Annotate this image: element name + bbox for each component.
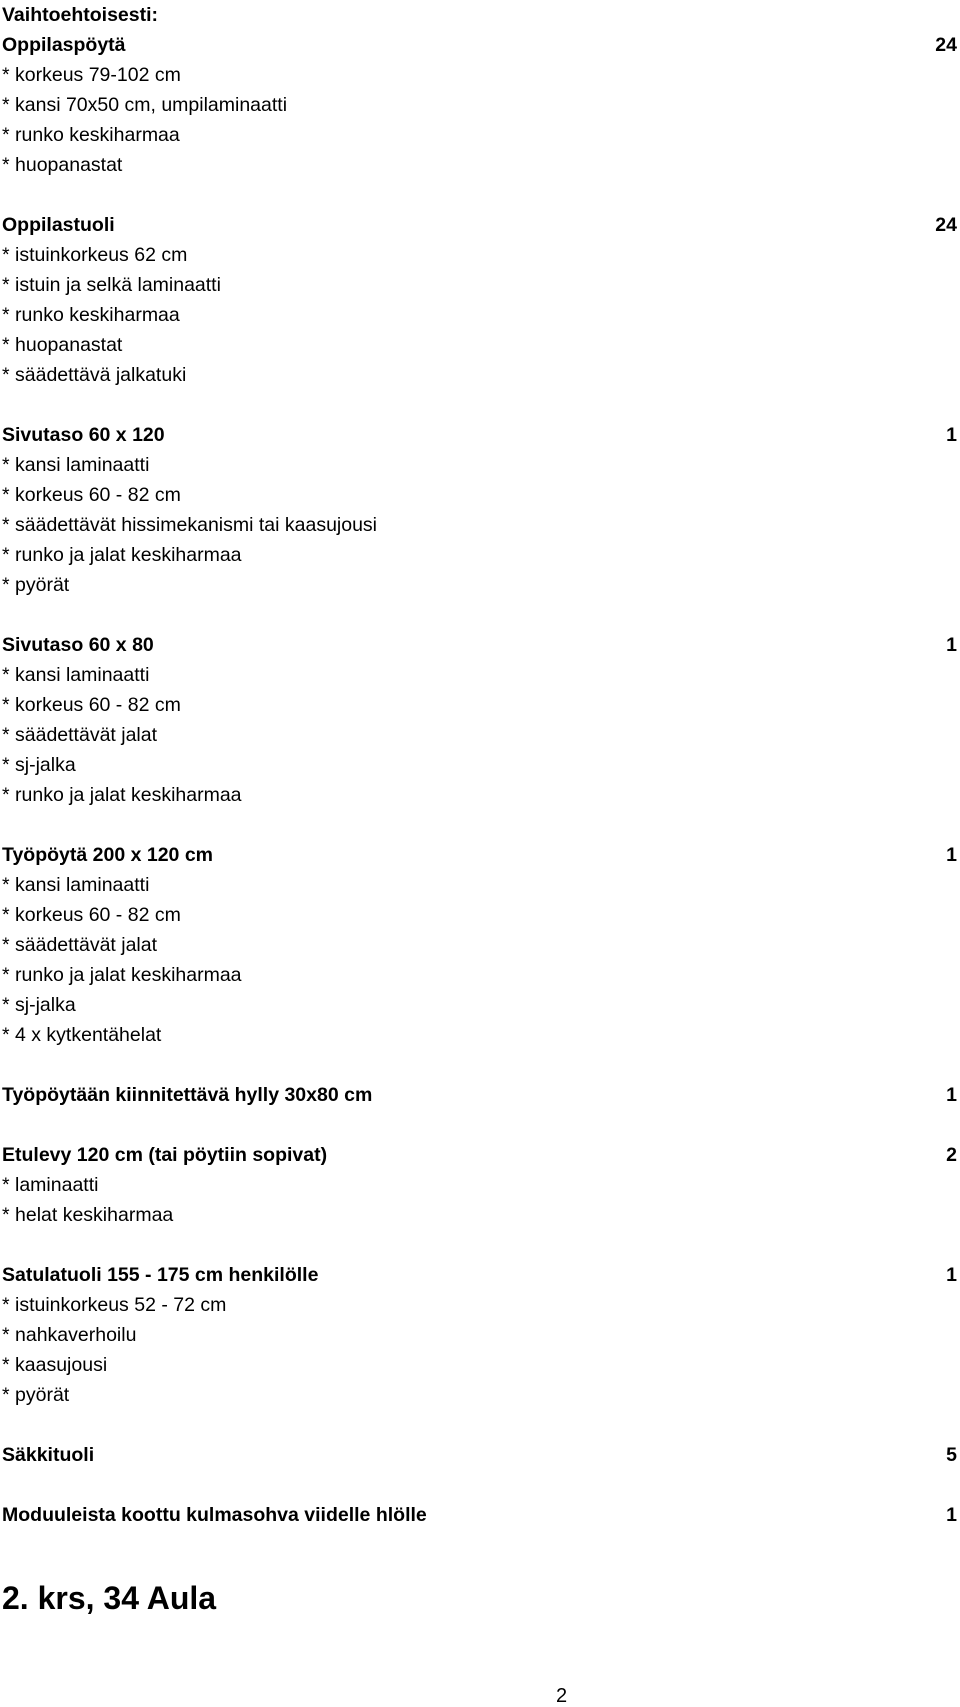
spacer xyxy=(2,1230,957,1260)
item-detail: * korkeus 60 - 82 cm xyxy=(2,904,181,926)
item-detail: * pyörät xyxy=(2,574,70,596)
item-title-row xyxy=(2,1500,957,1530)
item-detail: * säädettävät jalat xyxy=(2,724,158,746)
item-detail: * kansi laminaatti xyxy=(2,874,150,896)
item-detail: * kansi laminaatti xyxy=(2,454,150,476)
item-title-row xyxy=(2,1140,957,1170)
page-number: 2 xyxy=(556,1685,568,1707)
item-name: Oppilastuoli xyxy=(2,214,115,236)
item-title-row xyxy=(2,210,957,240)
item-title-row xyxy=(2,1260,957,1290)
item-quantity: 1 xyxy=(946,634,957,656)
spacer xyxy=(2,1050,957,1080)
item-quantity: 24 xyxy=(935,214,957,236)
spacer xyxy=(2,180,957,210)
spacer xyxy=(2,1410,957,1440)
spacer xyxy=(2,1110,957,1140)
item-detail: * runko ja jalat keskiharmaa xyxy=(2,784,242,806)
item-detail: * sj-jalka xyxy=(2,994,76,1016)
document-body xyxy=(2,0,957,1530)
item-detail: * säädettävä jalkatuki xyxy=(2,364,187,386)
item-name: Sivutaso 60 x 80 xyxy=(2,634,154,656)
item-detail: * runko keskiharmaa xyxy=(2,304,180,326)
item-title-row xyxy=(2,840,957,870)
item-detail: * huopanastat xyxy=(2,334,123,356)
item-name: Työpöytä 200 x 120 cm xyxy=(2,844,213,866)
item-quantity: 1 xyxy=(946,424,957,446)
item-name: Säkkituoli xyxy=(2,1444,95,1466)
spacer xyxy=(2,390,957,420)
item-name: Työpöytään kiinnitettävä hylly 30x80 cm xyxy=(2,1084,373,1106)
item-detail: * runko keskiharmaa xyxy=(2,124,180,146)
item-detail: * korkeus 79-102 cm xyxy=(2,64,181,86)
item-detail: * helat keskiharmaa xyxy=(2,1204,174,1226)
spacer xyxy=(2,1470,957,1500)
item-detail: * korkeus 60 - 82 cm xyxy=(2,694,181,716)
item-detail: * pyörät xyxy=(2,1384,70,1406)
item-name: Oppilaspöytä xyxy=(2,34,126,56)
item-quantity: 1 xyxy=(946,1264,957,1286)
spacer xyxy=(2,600,957,630)
item-detail: * kansi laminaatti xyxy=(2,664,150,686)
item-detail: * säädettävät hissimekanismi tai kaasujousi xyxy=(2,514,378,536)
item-title-row xyxy=(2,30,957,60)
item-detail: * istuinkorkeus 62 cm xyxy=(2,244,188,266)
item-detail: * säädettävät jalat xyxy=(2,934,158,956)
item-quantity: 1 xyxy=(946,1084,957,1106)
item-title-row xyxy=(2,1080,957,1110)
intro-heading: Vaihtoehtoisesti: xyxy=(2,4,159,26)
item-quantity: 5 xyxy=(946,1444,957,1466)
item-detail: * runko ja jalat keskiharmaa xyxy=(2,544,242,566)
item-detail: * korkeus 60 - 82 cm xyxy=(2,484,181,506)
item-detail: * nahkaverhoilu xyxy=(2,1324,137,1346)
item-detail: * istuinkorkeus 52 - 72 cm xyxy=(2,1294,227,1316)
spacer xyxy=(2,810,957,840)
item-title-row xyxy=(2,630,957,660)
item-detail: * 4 x kytkentähelat xyxy=(2,1024,162,1046)
item-quantity: 1 xyxy=(946,844,957,866)
section-heading: 2. krs, 34 Aula xyxy=(2,1580,217,1616)
item-detail: * sj-jalka xyxy=(2,754,76,776)
item-detail: * huopanastat xyxy=(2,154,123,176)
item-name: Satulatuoli 155 - 175 cm henkilölle xyxy=(2,1264,319,1286)
item-title-row xyxy=(2,420,957,450)
item-title-row xyxy=(2,1440,957,1470)
item-detail: * laminaatti xyxy=(2,1174,99,1196)
item-detail: * kansi 70x50 cm, umpilaminaatti xyxy=(2,94,288,116)
item-quantity: 2 xyxy=(946,1144,957,1166)
item-name: Etulevy 120 cm (tai pöytiin sopivat) xyxy=(2,1144,328,1166)
item-quantity: 1 xyxy=(946,1504,957,1526)
item-quantity: 24 xyxy=(935,34,957,56)
item-detail: * kaasujousi xyxy=(2,1354,108,1376)
item-name: Moduuleista koottu kulmasohva viidelle hlölle xyxy=(2,1504,427,1526)
item-detail: * istuin ja selkä laminaatti xyxy=(2,274,221,296)
item-detail: * runko ja jalat keskiharmaa xyxy=(2,964,242,986)
item-name: Sivutaso 60 x 120 xyxy=(2,424,165,446)
